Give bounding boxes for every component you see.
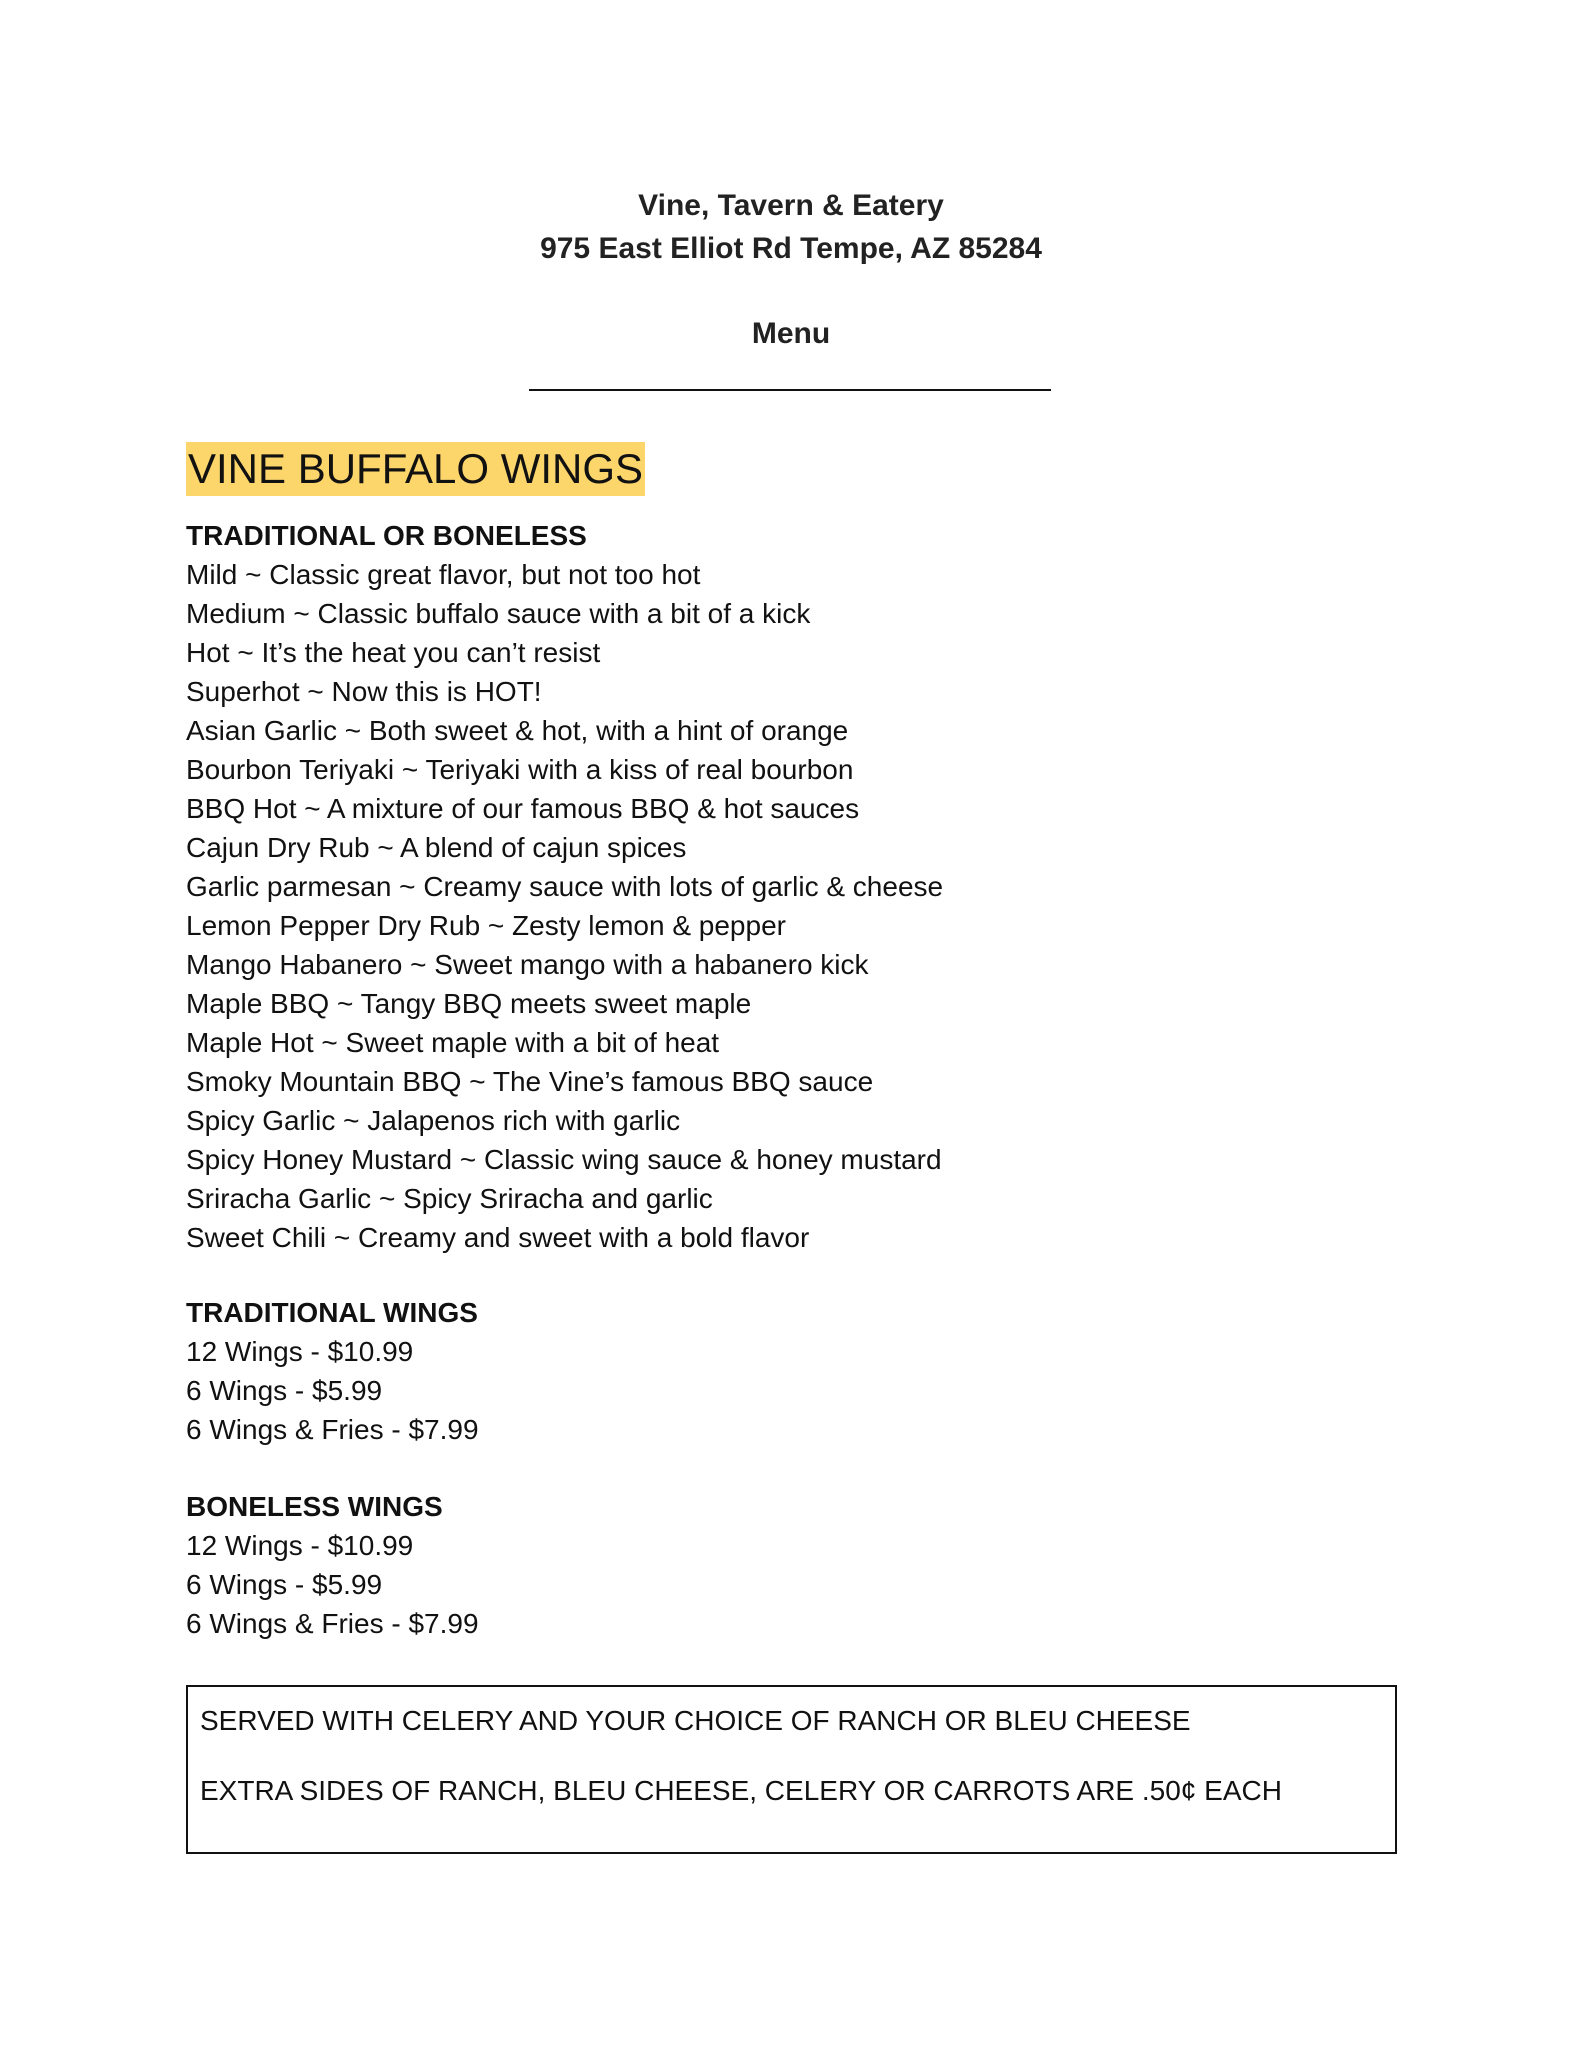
price-item: 12 Wings - $10.99	[186, 1336, 414, 1367]
flavor-item: Maple Hot ~ Sweet maple with a bit of heat	[186, 1027, 720, 1058]
flavor-item: Smoky Mountain BBQ ~ The Vine’s famous BBQ sauce	[186, 1066, 874, 1097]
traditional-wings-heading: TRADITIONAL WINGS	[186, 1297, 478, 1328]
flavor-list	[186, 516, 943, 1257]
flavor-list-heading: TRADITIONAL OR BONELESS	[186, 520, 587, 551]
flavor-item: Spicy Garlic ~ Jalapenos rich with garlic	[186, 1105, 681, 1136]
flavor-item: Bourbon Teriyaki ~ Teriyaki with a kiss of real bourbon	[186, 754, 854, 785]
section-title: VINE BUFFALO WINGS	[186, 442, 645, 496]
flavor-item: Garlic parmesan ~ Creamy sauce with lots of garlic & cheese	[186, 871, 944, 902]
menu-heading: Menu	[751, 317, 831, 350]
price-item: 6 Wings - $5.99	[186, 1375, 383, 1406]
flavor-item: BBQ Hot ~ A mixture of our famous BBQ & hot sauces	[186, 793, 860, 824]
boneless-wings-list	[186, 1487, 479, 1643]
flavor-item: Hot ~ It’s the heat you can’t resist	[186, 637, 601, 668]
flavor-item: Mango Habanero ~ Sweet mango with a habanero kick	[186, 949, 869, 980]
flavor-item: Lemon Pepper Dry Rub ~ Zesty lemon & pepper	[186, 910, 786, 941]
flavor-item: Spicy Honey Mustard ~ Classic wing sauce & honey mustard	[186, 1144, 942, 1175]
flavor-item: Sriracha Garlic ~ Spicy Sriracha and garlic	[186, 1183, 713, 1214]
price-item: 6 Wings - $5.99	[186, 1569, 383, 1600]
price-item: 6 Wings & Fries - $7.99	[186, 1414, 479, 1445]
boneless-wings-heading: BONELESS WINGS	[186, 1491, 443, 1522]
flavor-item: Cajun Dry Rub ~ A blend of cajun spices	[186, 832, 687, 863]
flavor-item: Mild ~ Classic great flavor, but not too hot	[186, 559, 701, 590]
header-divider	[529, 389, 1051, 391]
traditional-wings-list	[186, 1293, 479, 1449]
price-item: 12 Wings - $10.99	[186, 1530, 414, 1561]
flavor-item: Maple BBQ ~ Tangy BBQ meets sweet maple	[186, 988, 752, 1019]
restaurant-address: 975 East Elliot Rd Tempe, AZ 85284	[540, 232, 1042, 265]
flavor-item: Asian Garlic ~ Both sweet & hot, with a hint of orange	[186, 715, 849, 746]
flavor-item: Medium ~ Classic buffalo sauce with a bit of a kick	[186, 598, 811, 629]
price-item: 6 Wings & Fries - $7.99	[186, 1608, 479, 1639]
extra-sides-note: EXTRA SIDES OF RANCH, BLEU CHEESE, CELERY OR CARROTS ARE .50¢ EACH	[200, 1775, 1282, 1806]
served-with-note: SERVED WITH CELERY AND YOUR CHOICE OF RANCH OR BLEU CHEESE	[200, 1705, 1191, 1736]
flavor-item: Sweet Chili ~ Creamy and sweet with a bold flavor	[186, 1222, 810, 1253]
restaurant-name: Vine, Tavern & Eatery	[638, 189, 944, 222]
sides-note-box	[186, 1685, 1397, 1854]
flavor-item: Superhot ~ Now this is HOT!	[186, 676, 542, 707]
